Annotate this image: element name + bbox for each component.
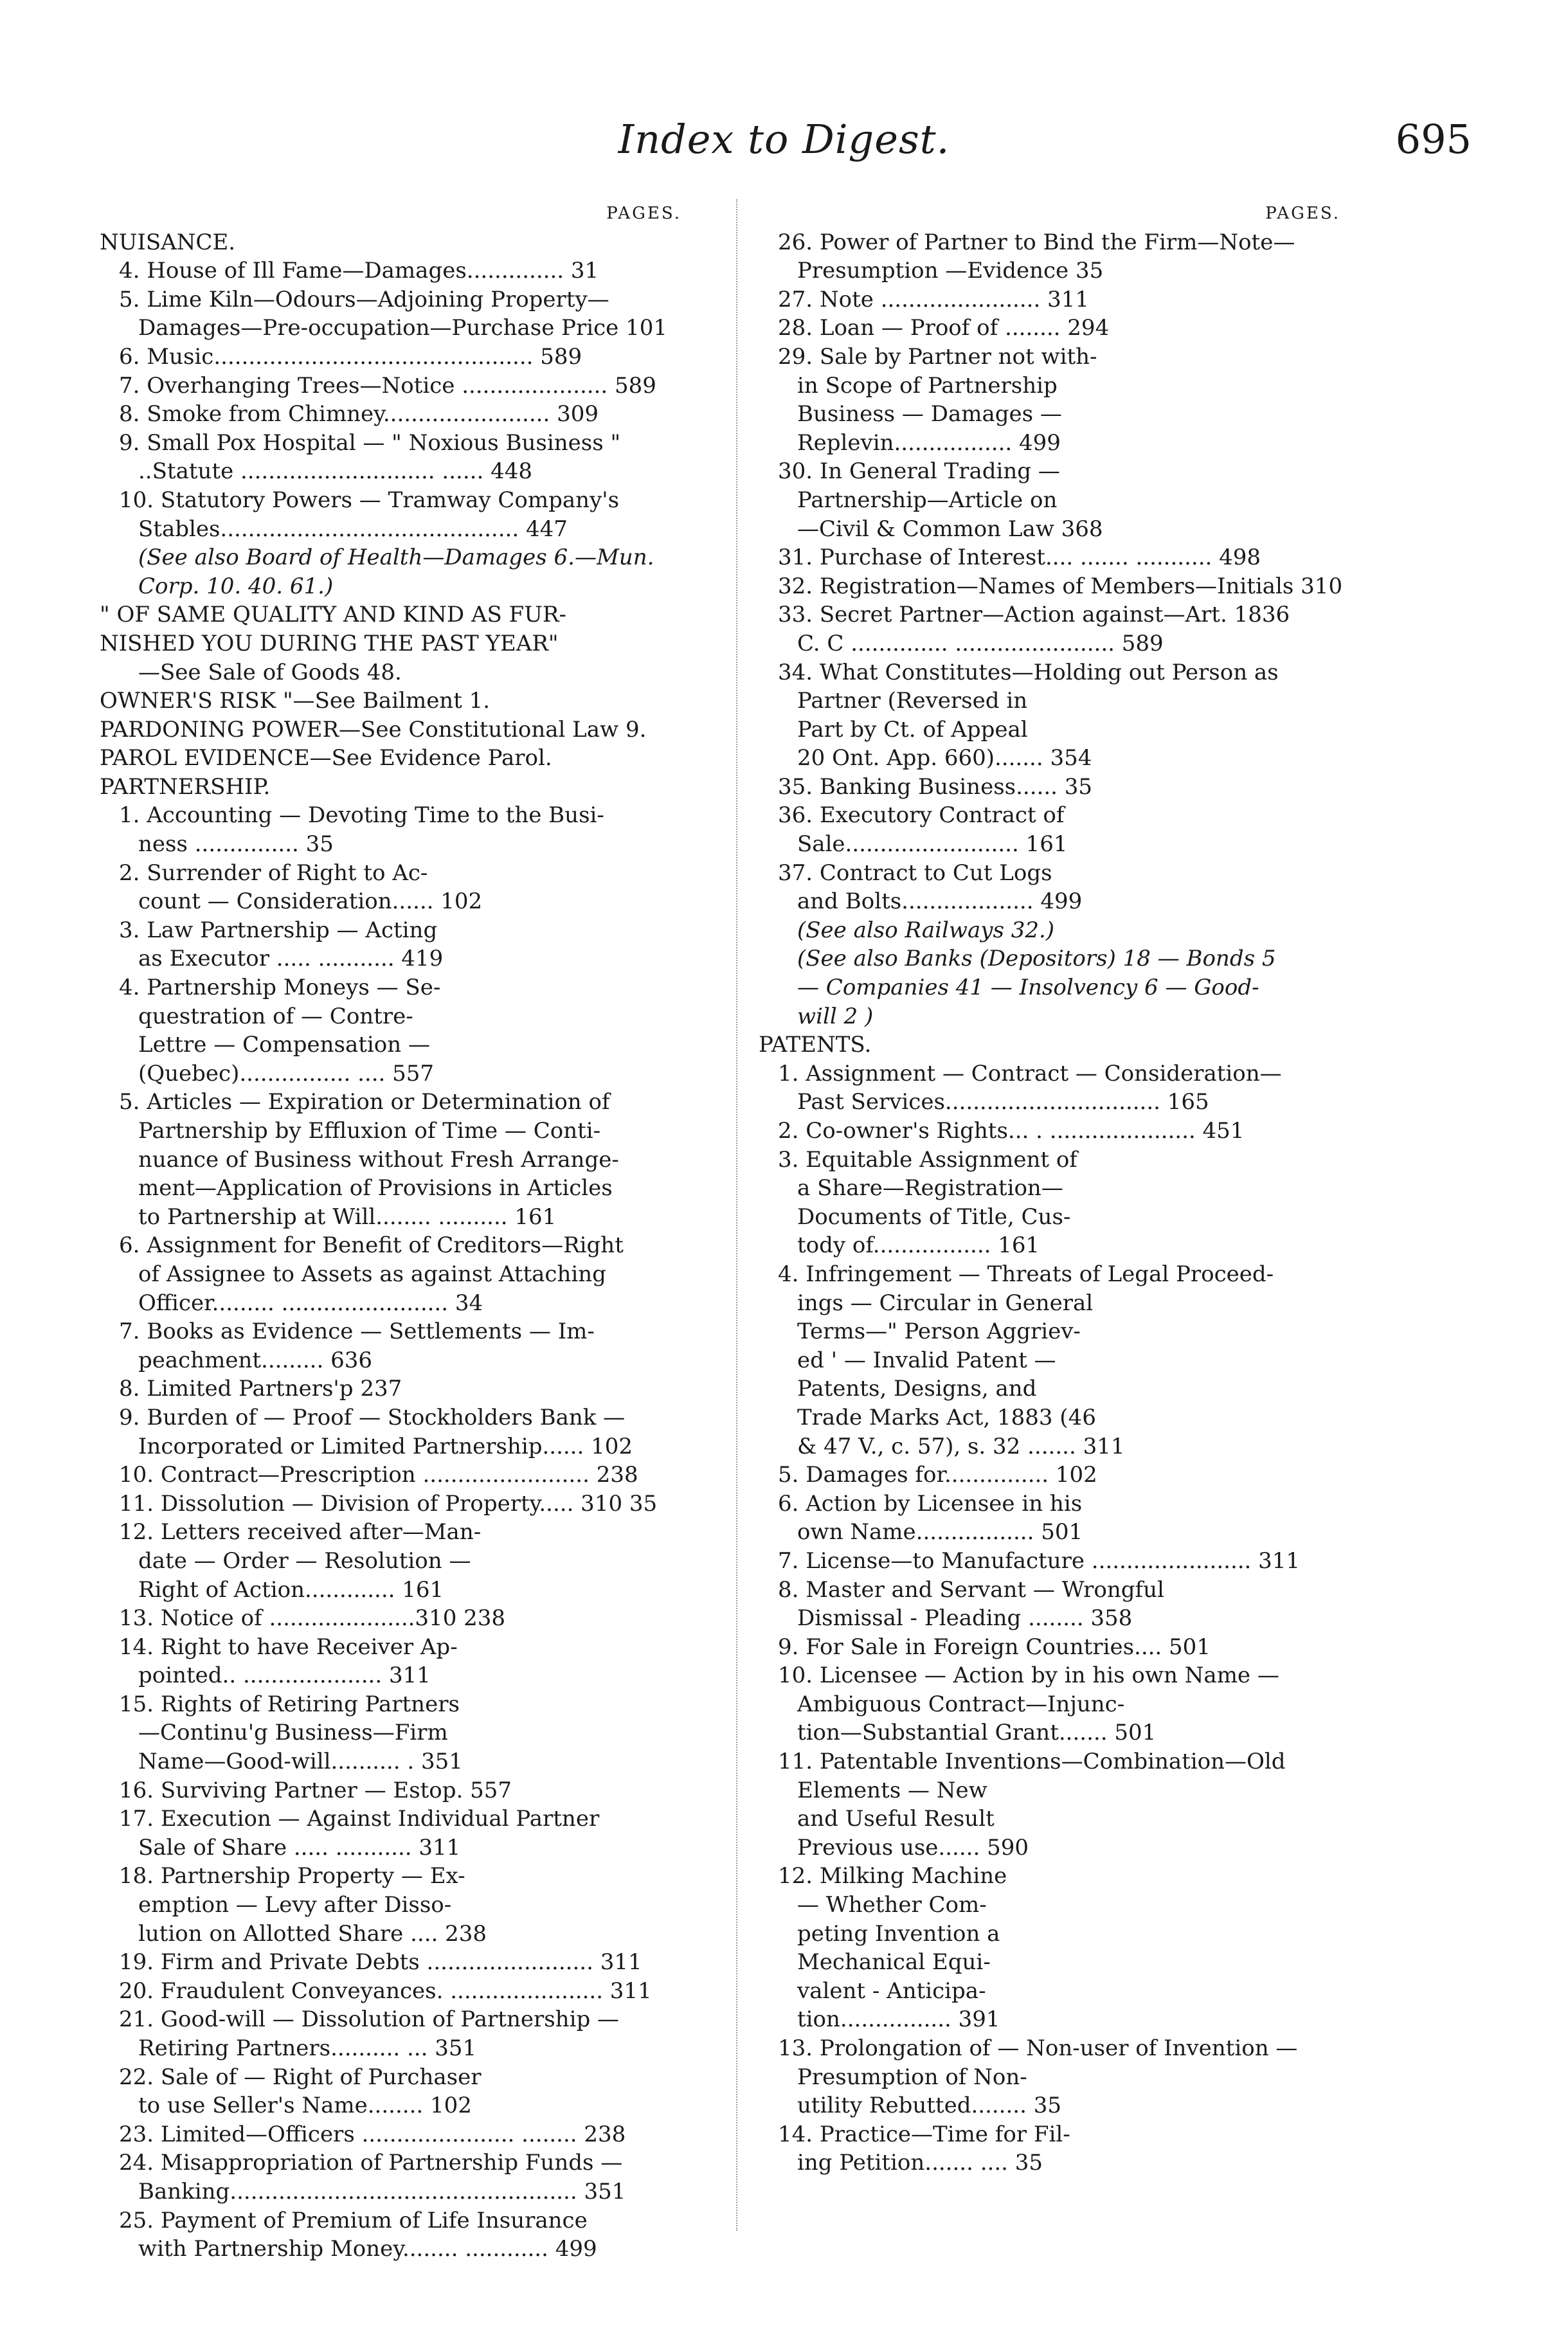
index-line: 26. Power of Partner to Bind the Firm—Note—: [778, 229, 1295, 255]
index-line: 13. Prolongation of — Non-user of Invention —: [778, 2035, 1298, 2061]
index-line: 6. Music.............................................. 589: [119, 343, 582, 370]
index-line: —Continu'g Business—Firm: [138, 1720, 448, 1746]
index-line: 8. Smoke from Chimney........................ 309: [119, 401, 599, 428]
index-line: Elements — New: [797, 1777, 987, 1803]
index-line: —Civil & Common Law 368: [797, 516, 1103, 542]
index-line: 7. Books as Evidence — Settlements — Im-: [119, 1319, 595, 1345]
index-line: C. C .............. ....................... 589: [797, 630, 1164, 656]
index-line: 36. Executory Contract of: [778, 802, 1065, 829]
index-line: 10. Licensee — Action by in his own Name —: [778, 1663, 1279, 1689]
index-line: 23. Limited—Officers ...................... ........ 238: [119, 2121, 626, 2147]
index-line: 13. Notice of .....................310 238: [119, 1605, 506, 1632]
index-line: 15. Rights of Retiring Partners: [119, 1691, 460, 1717]
index-line: in Scope of Partnership: [797, 372, 1058, 399]
index-line: — Companies 41 — Insolvency 6 — Good-: [797, 975, 1259, 1001]
index-line: Part by Ct. of Appeal: [797, 716, 1028, 743]
index-line: 6. Action by Licensee in his: [778, 1490, 1083, 1517]
index-line: " OF SAME QUALITY AND KIND AS FUR-: [100, 602, 566, 628]
index-line: lution on Allotted Share .... 238: [138, 1920, 487, 1947]
index-line: Sale......................... 161: [797, 831, 1068, 858]
index-line: Previous use...... 590: [797, 1834, 1029, 1861]
index-line: Past Services............................... 165: [797, 1089, 1209, 1115]
index-line: 9. Small Pox Hospital — " Noxious Business ": [119, 429, 621, 456]
index-line: ing Petition....... .... 35: [797, 2150, 1043, 2176]
index-line: with Partnership Money........ ............ 499: [138, 2236, 597, 2262]
index-line: 11. Dissolution — Division of Property..... 310 35: [119, 1490, 658, 1517]
index-line: ment—Application of Provisions in Articles: [138, 1175, 613, 1202]
index-line: utility Rebutted........ 35: [797, 2093, 1061, 2119]
index-line: 29. Sale by Partner not with-: [778, 343, 1097, 370]
index-line: 24. Misappropriation of Partnership Funds —: [119, 2150, 623, 2176]
index-line: 2. Co-owner's Rights... . ..................... 451: [778, 1118, 1245, 1144]
index-line: ings — Circular in General: [797, 1290, 1094, 1316]
index-line: 7. License—to Manufacture ....................... 311: [778, 1547, 1301, 1574]
index-line: Partnership—Article on: [797, 487, 1058, 513]
index-line: (See also Railways 32.): [797, 917, 1055, 943]
right-column: [759, 199, 1343, 2177]
pages-label-left: PAGES.: [606, 204, 681, 223]
index-line: PAROL EVIDENCE—See Evidence Parol.: [100, 745, 552, 771]
index-line: to Partnership at Will........ .......... 161: [138, 1204, 557, 1230]
index-line: 30. In General Trading —: [778, 458, 1060, 485]
index-line: Partner (Reversed in: [797, 688, 1028, 714]
index-line: 8. Limited Partners'p 237: [119, 1376, 402, 1402]
index-line: PATENTS.: [759, 1032, 872, 1058]
index-line: Partnership by Effluxion of Time — Conti-: [138, 1118, 601, 1144]
index-line: Terms—" Person Aggriev-: [797, 1319, 1081, 1345]
index-line: nuance of Business without Fresh Arrange-: [138, 1146, 619, 1173]
index-line: 5. Damages for............... 102: [778, 1462, 1097, 1488]
index-line: 19. Firm and Private Debts ........................ 311: [119, 1949, 642, 1976]
index-line: 20 Ont. App. 660)....... 354: [797, 745, 1092, 771]
index-line: 16. Surviving Partner — Estop. 557: [119, 1777, 512, 1803]
index-line: 4. Partnership Moneys — Se-: [119, 975, 441, 1001]
pages-label-right: PAGES.: [1265, 204, 1340, 223]
index-line: Mechanical Equi-: [797, 1949, 991, 1976]
index-line: peachment......... 636: [138, 1347, 372, 1373]
index-line: 1. Assignment — Contract — Consideration—: [778, 1060, 1282, 1086]
index-line: —See Sale of Goods 48.: [138, 659, 402, 685]
index-line: Retiring Partners.......... ... 351: [138, 2035, 477, 2061]
index-line: Sale of Share ..... ........... 311: [138, 1834, 461, 1861]
index-line: 12. Milking Machine: [778, 1863, 1007, 1889]
index-line: Banking.................................................. 351: [138, 2178, 626, 2204]
index-line: 10. Contract—Prescription ........................ 238: [119, 1462, 638, 1488]
index-line: 12. Letters received after—Man-: [119, 1519, 482, 1546]
index-line: 11. Patentable Inventions—Combination—Old: [778, 1749, 1286, 1775]
index-line: to use Seller's Name........ 102: [138, 2093, 472, 2119]
index-line: Trade Marks Act, 1883 (46: [797, 1404, 1096, 1430]
index-line: PARTNERSHIP.: [100, 773, 271, 800]
index-line: Lettre — Compensation —: [138, 1032, 430, 1058]
index-line: pointed.. .................... 311: [138, 1663, 431, 1689]
index-line: ed ' — Invalid Patent —: [797, 1347, 1056, 1373]
index-line: 6. Assignment for Benefit of Creditors—Right: [119, 1232, 624, 1259]
index-line: 9. Burden of — Proof — Stockholders Bank —: [119, 1404, 626, 1430]
index-line: (Quebec)................ .... 557: [138, 1060, 435, 1086]
index-line: 33. Secret Partner—Action against—Art. 1836: [778, 602, 1290, 628]
index-line: 3. Equitable Assignment of: [778, 1146, 1077, 1173]
index-line: 18. Partnership Property — Ex-: [119, 1863, 465, 1889]
index-line: and Useful Result: [797, 1806, 995, 1832]
index-line: NISHED YOU DURING THE PAST YEAR": [100, 630, 559, 656]
index-line: 4. Infringement — Threats of Legal Proceed-: [778, 1261, 1274, 1287]
index-line: Officer......... ........................ 34: [138, 1290, 483, 1316]
index-line: 17. Execution — Against Individual Partner: [119, 1806, 600, 1832]
right-column-lines: [759, 228, 1343, 2177]
index-line: 37. Contract to Cut Logs: [778, 860, 1052, 886]
index-line: Documents of Title, Cus-: [797, 1204, 1071, 1230]
index-line: Dismissal - Pleading ........ 358: [797, 1605, 1133, 1632]
index-line: 5. Lime Kiln—Odours—Adjoining Property—: [119, 286, 609, 312]
index-line: peting Invention a: [797, 1920, 1000, 1947]
index-line: Replevin................. 499: [797, 429, 1061, 456]
index-line: Name—Good-will.......... . 351: [138, 1749, 463, 1775]
index-line: 27. Note ....................... 311: [778, 286, 1089, 312]
index-line: 14. Practice—Time for Fil-: [778, 2121, 1070, 2147]
index-line: 4. House of Ill Fame—Damages.............. 31: [119, 258, 599, 284]
index-line: Right of Action............. 161: [138, 1576, 444, 1603]
index-line: tion................ 391: [797, 2006, 1000, 2033]
index-line: 21. Good-will — Dissolution of Partnership —: [119, 2006, 620, 2033]
index-line: 1. Accounting — Devoting Time to the Busi-: [119, 802, 604, 829]
index-line: and Bolts................... 499: [797, 888, 1083, 915]
index-line: 25. Payment of Premium of Life Insurance: [119, 2207, 588, 2233]
index-line: as Executor ..... ........... 419: [138, 946, 444, 972]
index-line: Damages—Pre-occupation—Purchase Price 101: [138, 315, 667, 341]
index-line: a Share—Registration—: [797, 1175, 1063, 1202]
index-line: Presumption —Evidence 35: [797, 258, 1104, 284]
index-line: Patents, Designs, and: [797, 1376, 1037, 1402]
index-line: ..Statute ............................ ...... 448: [138, 458, 532, 485]
index-line: 8. Master and Servant — Wrongful: [778, 1576, 1164, 1603]
index-line: emption — Levy after Disso-: [138, 1892, 452, 1918]
index-line: Stables........................................... 447: [138, 516, 568, 542]
index-line: (See also Board of Health—Damages 6.—Mun.: [138, 545, 654, 571]
index-line: count — Consideration...... 102: [138, 888, 483, 915]
index-line: 10. Statutory Powers — Tramway Company's: [119, 487, 620, 513]
index-line: — Whether Com-: [797, 1892, 987, 1918]
index-line: 9. For Sale in Foreign Countries.... 501: [778, 1634, 1211, 1660]
index-line: tody of................. 161: [797, 1232, 1040, 1259]
index-line: NUISANCE.: [100, 229, 236, 255]
index-line: (See also Banks (Depositors) 18 — Bonds 5: [797, 946, 1276, 972]
index-line: Incorporated or Limited Partnership...... 102: [138, 1433, 633, 1459]
index-line: Ambiguous Contract—Injunc-: [797, 1691, 1125, 1717]
index-line: valent - Anticipa-: [797, 1978, 986, 2004]
index-line: Business — Damages —: [797, 401, 1062, 428]
index-line: of Assignee to Assets as against Attaching: [138, 1261, 606, 1287]
index-line: 3. Law Partnership — Acting: [119, 917, 438, 943]
column-divider: [736, 199, 739, 2231]
index-line: 22. Sale of — Right of Purchaser: [119, 2064, 482, 2090]
left-column-lines: [100, 228, 681, 2264]
index-line: 34. What Constitutes—Holding out Person as: [778, 659, 1279, 685]
index-line: 20. Fraudulent Conveyances. ...................... 311: [119, 1978, 652, 2004]
index-line: & 47 V., c. 57), s. 32 ....... 311: [797, 1433, 1125, 1459]
index-line: 2. Surrender of Right to Ac-: [119, 860, 428, 886]
left-column: [100, 199, 681, 2264]
index-line: tion—Substantial Grant....... 501: [797, 1720, 1157, 1746]
index-line: 28. Loan — Proof of ........ 294: [778, 315, 1110, 341]
index-line: will 2 ): [797, 1003, 874, 1029]
index-line: 31. Purchase of Interest.... ....... ........... 498: [778, 545, 1261, 571]
index-line: Corp. 10. 40. 61.): [138, 573, 334, 599]
index-line: 32. Registration—Names of Members—Initials 310: [778, 573, 1343, 599]
index-line: date — Order — Resolution —: [138, 1547, 471, 1574]
index-line: 7. Overhanging Trees—Notice ..................... 589: [119, 372, 656, 399]
index-line: own Name................. 501: [797, 1519, 1083, 1546]
index-line: 14. Right to have Receiver Ap-: [119, 1634, 458, 1660]
index-line: ness ............... 35: [138, 831, 334, 858]
index-line: Presumption of Non-: [797, 2064, 1027, 2090]
index-line: 35. Banking Business...... 35: [778, 773, 1093, 800]
index-line: questration of — Contre-: [138, 1003, 413, 1029]
index-line: PARDONING POWER—See Constitutional Law 9.: [100, 716, 647, 743]
index-line: 5. Articles — Expiration or Determination of: [119, 1089, 610, 1115]
running-title: Index to Digest.: [618, 116, 950, 163]
index-line: OWNER'S RISK "—See Bailment 1.: [100, 688, 491, 714]
page-number: 695: [1395, 116, 1472, 163]
